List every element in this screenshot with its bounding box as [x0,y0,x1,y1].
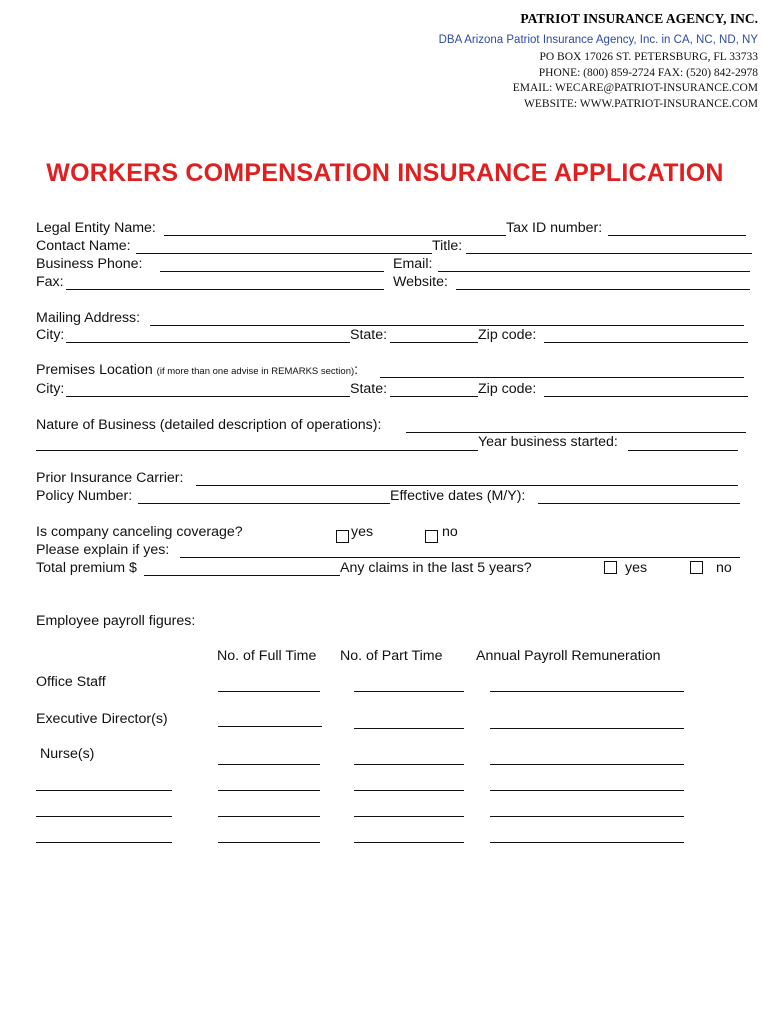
premises-state-label: State: [350,381,388,397]
premises-colon: : [354,362,359,378]
business-phone-label: Business Phone: [36,256,143,272]
premises-zip-label: Zip code: [478,381,537,397]
row-label-nurses: Nurse(s) [40,746,95,762]
premises-city-label: City: [36,381,65,397]
contact-name-label: Contact Name: [36,238,131,254]
nature-of-business-field-2[interactable] [36,450,478,451]
business-phone-field[interactable] [160,271,384,272]
fax-field[interactable] [66,289,384,290]
policy-number-label: Policy Number: [36,488,133,504]
claims-yes-label: yes [625,560,648,576]
premises-location-text: Premises Location [36,362,153,378]
column-part-time: No. of Part Time [340,648,443,664]
website-line: WEBSITE: WWW.PATRIOT-INSURANCE.COM [524,98,758,110]
premises-location-label [36,362,358,380]
executive-full-time-field[interactable] [218,726,322,727]
effective-dates-field[interactable] [538,503,740,504]
blank-row-2-part-time-field[interactable] [354,816,464,817]
claims-no-label: no [716,560,732,576]
nurses-part-time-field[interactable] [354,764,464,765]
mailing-zip-label: Zip code: [478,327,537,343]
mailing-city-field[interactable] [66,342,350,343]
premises-zip-field[interactable] [544,396,748,397]
contact-name-field[interactable] [136,253,432,254]
canceling-yes-label: yes [351,524,374,540]
mailing-state-field[interactable] [390,342,478,343]
blank-row-2-label-field[interactable] [36,816,172,817]
mailing-address-line: PO BOX 17026 ST. PETERSBURG, FL 33733 [539,51,758,63]
blank-row-3-part-time-field[interactable] [354,842,464,843]
dba-line: DBA Arizona Patriot Insurance Agency, Inc. in CA, NC, ND, NY [438,34,758,46]
premises-location-field[interactable] [380,377,744,378]
canceling-no-label: no [442,524,458,540]
office-staff-part-time-field[interactable] [354,691,464,692]
title-field[interactable] [466,253,752,254]
blank-row-1-part-time-field[interactable] [354,790,464,791]
email-label: Email: [393,256,433,272]
mailing-state-label: State: [350,327,388,343]
column-full-time: No. of Full Time [217,648,317,664]
claims-label: Any claims in the last 5 years? [340,560,532,576]
executive-part-time-field[interactable] [354,728,464,729]
tax-id-label: Tax ID number: [506,220,603,236]
blank-row-1-payroll-field[interactable] [490,790,684,791]
explain-label: Please explain if yes: [36,542,170,558]
canceling-coverage-label: Is company canceling coverage? [36,524,243,540]
prior-carrier-field[interactable] [196,485,738,486]
nurses-payroll-field[interactable] [490,764,684,765]
office-staff-payroll-field[interactable] [490,691,684,692]
nature-of-business-label: Nature of Business (detailed description of operations): [36,417,382,433]
blank-row-3-payroll-field[interactable] [490,842,684,843]
tax-id-field[interactable] [608,235,746,236]
premises-state-field[interactable] [390,396,478,397]
canceling-yes-checkbox[interactable] [336,530,349,543]
mailing-address-label: Mailing Address: [36,310,141,326]
year-started-field[interactable] [628,450,738,451]
row-label-executive-directors: Executive Director(s) [36,711,168,727]
phone-fax-line: PHONE: (800) 859-2724 FAX: (520) 842-2978 [538,67,758,79]
blank-row-3-full-time-field[interactable] [218,842,320,843]
title-label: Title: [432,238,463,254]
website-label: Website: [393,274,448,290]
legal-entity-label: Legal Entity Name: [36,220,156,236]
policy-number-field[interactable] [138,503,390,504]
nurses-full-time-field[interactable] [218,764,320,765]
blank-row-3-label-field[interactable] [36,842,172,843]
mailing-address-field[interactable] [150,325,744,326]
blank-row-1-full-time-field[interactable] [218,790,320,791]
fax-label: Fax: [36,274,64,290]
effective-dates-label: Effective dates (M/Y): [390,488,526,504]
prior-carrier-label: Prior Insurance Carrier: [36,470,184,486]
office-staff-full-time-field[interactable] [218,691,320,692]
claims-no-checkbox[interactable] [690,561,703,574]
total-premium-label: Total premium $ [36,560,137,576]
company-name: PATRIOT INSURANCE AGENCY, INC. [520,11,758,26]
total-premium-field[interactable] [144,575,340,576]
legal-entity-field[interactable] [164,235,506,236]
premises-city-field[interactable] [66,396,350,397]
column-annual-payroll: Annual Payroll Remuneration [476,648,661,664]
blank-row-1-label-field[interactable] [36,790,172,791]
mailing-zip-field[interactable] [544,342,748,343]
email-field[interactable] [438,271,750,272]
website-field[interactable] [456,289,750,290]
claims-yes-checkbox[interactable] [604,561,617,574]
year-started-label: Year business started: [478,434,618,450]
nature-of-business-field[interactable] [406,432,746,433]
row-label-office-staff: Office Staff [36,674,106,690]
mailing-city-label: City: [36,327,65,343]
explain-field[interactable] [180,557,740,558]
blank-row-2-payroll-field[interactable] [490,816,684,817]
email-line: EMAIL: WECARE@PATRIOT-INSURANCE.COM [512,82,758,94]
form-title: WORKERS COMPENSATION INSURANCE APPLICATION [46,159,724,187]
payroll-heading: Employee payroll figures: [36,613,196,629]
executive-payroll-field[interactable] [490,728,684,729]
premises-note: (if more than one advise in REMARKS section) [156,366,355,377]
blank-row-2-full-time-field[interactable] [218,816,320,817]
canceling-no-checkbox[interactable] [425,530,438,543]
